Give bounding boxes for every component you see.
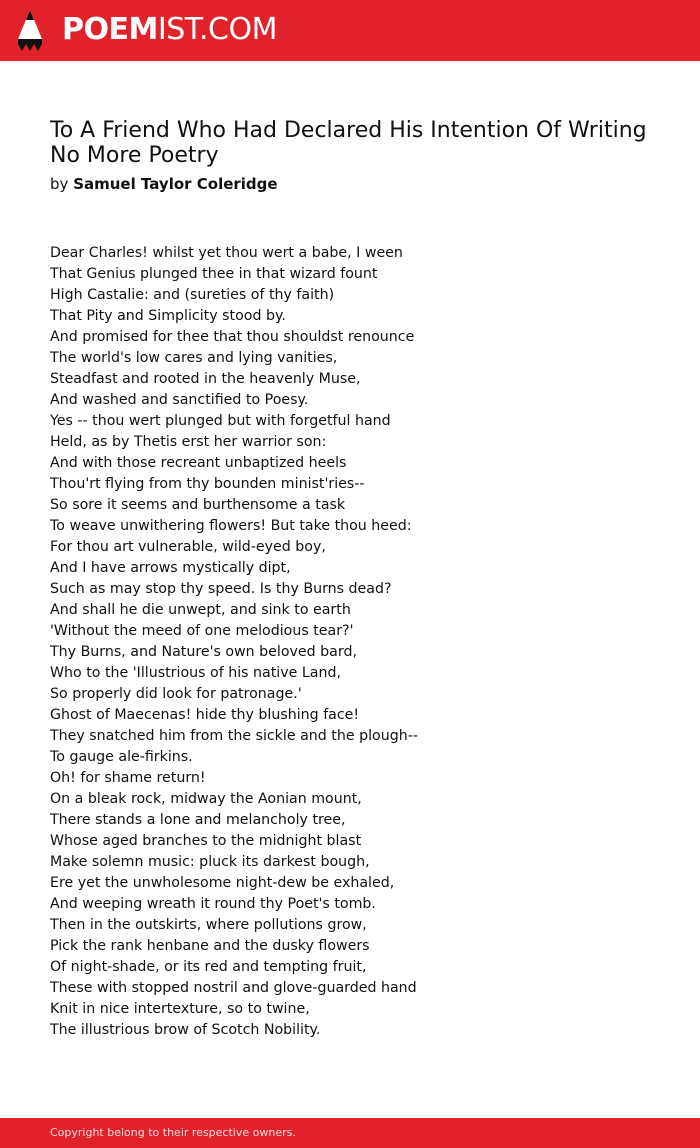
poem-line: And weeping wreath it round thy Poet's tomb. [50,896,376,912]
poem-line: And promised for thee that thou shouldst renounce [50,329,415,345]
poem-line: To weave unwithering flowers! But take thou heed: [50,518,412,534]
byline [50,173,278,195]
poem-line: That Genius plunged thee in that wizard fount [50,266,378,282]
site-footer [0,1118,700,1148]
poem-line: So properly did look for patronage.' [50,686,302,702]
poem-line: They snatched him from the sickle and the plough-- [50,728,418,744]
brand-bold-part: POEM [62,12,158,47]
poem-line: Steadfast and rooted in the heavenly Muse, [50,371,361,387]
poem-line: And with those recreant unbaptized heels [50,455,347,471]
poem-line: High Castalie: and (sureties of thy faith) [50,287,335,303]
poem-line: That Pity and Simplicity stood by. [50,308,286,324]
poem-line: And I have arrows mystically dipt, [50,560,291,576]
poem-line: Oh! for shame return! [50,770,206,786]
poem-line: The illustrious brow of Scotch Nobility. [50,1022,321,1038]
poem-line: Ghost of Maecenas! hide thy blushing face! [50,707,360,723]
poem-title: To A Friend Who Had Declared His Intention Of Writing No More Poetry [50,118,647,168]
poem-line: Whose aged branches to the midnight blast [50,833,362,849]
copyright-text: Copyright belong to their respective owners. [50,1126,296,1139]
author-name: Samuel Taylor Coleridge [73,175,278,193]
poem-line: And shall he die unwept, and sink to earth [50,602,351,618]
poem-line: To gauge ale-firkins. [50,749,193,765]
poem-line: Pick the rank henbane and the dusky flowers [50,938,370,954]
brand-light-part: IST.COM [157,12,277,47]
poem-line: Such as may stop thy speed. Is thy Burns dead? [50,581,392,597]
poem-line: Thou'rt flying from thy bounden minist'ries-- [50,476,365,492]
site-header [0,0,700,61]
by-label: by [50,175,69,193]
poem-line: Dear Charles! whilst yet thou wert a babe, I ween [50,245,403,261]
site-logo-text[interactable] [62,12,277,48]
poem-line: These with stopped nostril and glove-guarded hand [50,980,417,996]
poem-line: Who to the 'Illustrious of his native Land, [50,665,341,681]
poem-line: There stands a lone and melancholy tree, [50,812,346,828]
poem-line: 'Without the meed of one melodious tear?' [50,623,354,639]
poem-line: Knit in nice intertexture, so to twine, [50,1001,310,1017]
poem-line: Of night-shade, or its red and tempting fruit, [50,959,367,975]
pencil-tip-icon[interactable] [18,10,42,51]
poem-line: Yes -- thou wert plunged but with forgetful hand [50,413,391,429]
poem-body [50,243,650,1041]
poem-line: Held, as by Thetis erst her warrior son: [50,434,327,450]
poem-line: Then in the outskirts, where pollutions grow, [50,917,367,933]
poem-line: For thou art vulnerable, wild-eyed boy, [50,539,326,555]
poem-line: And washed and sanctified to Poesy. [50,392,309,408]
poem-line: Thy Burns, and Nature's own beloved bard, [50,644,357,660]
poem-line: On a bleak rock, midway the Aonian mount, [50,791,362,807]
poem-line: Make solemn music: pluck its darkest bough, [50,854,370,870]
poem-line: So sore it seems and burthensome a task [50,497,346,513]
poem-line: Ere yet the unwholesome night-dew be exhaled, [50,875,395,891]
poem-line: The world's low cares and lying vanities, [50,350,338,366]
